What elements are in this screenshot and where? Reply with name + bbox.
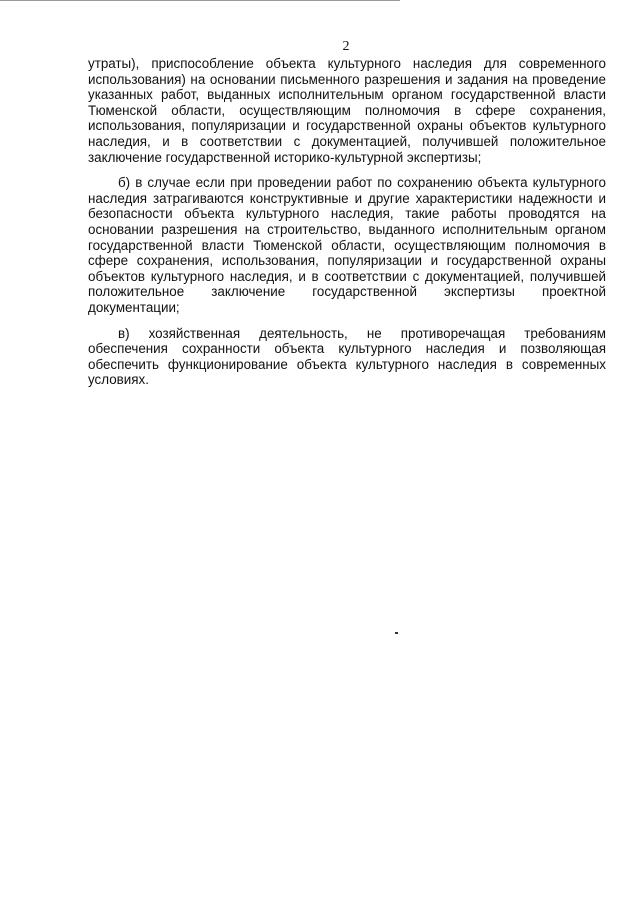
- scan-speck: [395, 632, 398, 634]
- paragraph-continuation: утраты), приспособление объекта культурного наследия для современного использования) на основании письменного разрешения и задания на проведение указанных работ, выданных исполнительным органом государственной власти Тюменской области, осуществляющим полномочия в сфере сохранения, использования, популяризации и государственной охраны объектов культурного наследия, и в соответствии с документацией, получившей положительное заключение государственной историко-культурной экспертизы;: [88, 56, 606, 165]
- page-number: 2: [342, 39, 350, 54]
- paragraph-v: в) хозяйственная деятельность, не противоречащая требованиям обеспечения сохранности объекта культурного наследия и позволяющая обеспечить функционирование объекта культурного наследия в современных условиях.: [88, 325, 606, 388]
- top-edge-line: [0, 0, 400, 1]
- document-body: [88, 56, 606, 398]
- paragraph-b: б) в случае если при проведении работ по сохранению объекта культурного наследия затрагиваются конструктивные и другие характеристики надежности и безопасности объекта культурного наследия, такие работы проводятся на основании разрешения на строительство, выданного исполнительным органом государственной власти Тюменской области, осуществляющим полномочия в сфере сохранения, использования, популяризации и государственной охраны объектов культурного наследия, и в соответствии с документацией, получившей положительное заключение государственной экспертизы проектной документации;: [88, 175, 606, 315]
